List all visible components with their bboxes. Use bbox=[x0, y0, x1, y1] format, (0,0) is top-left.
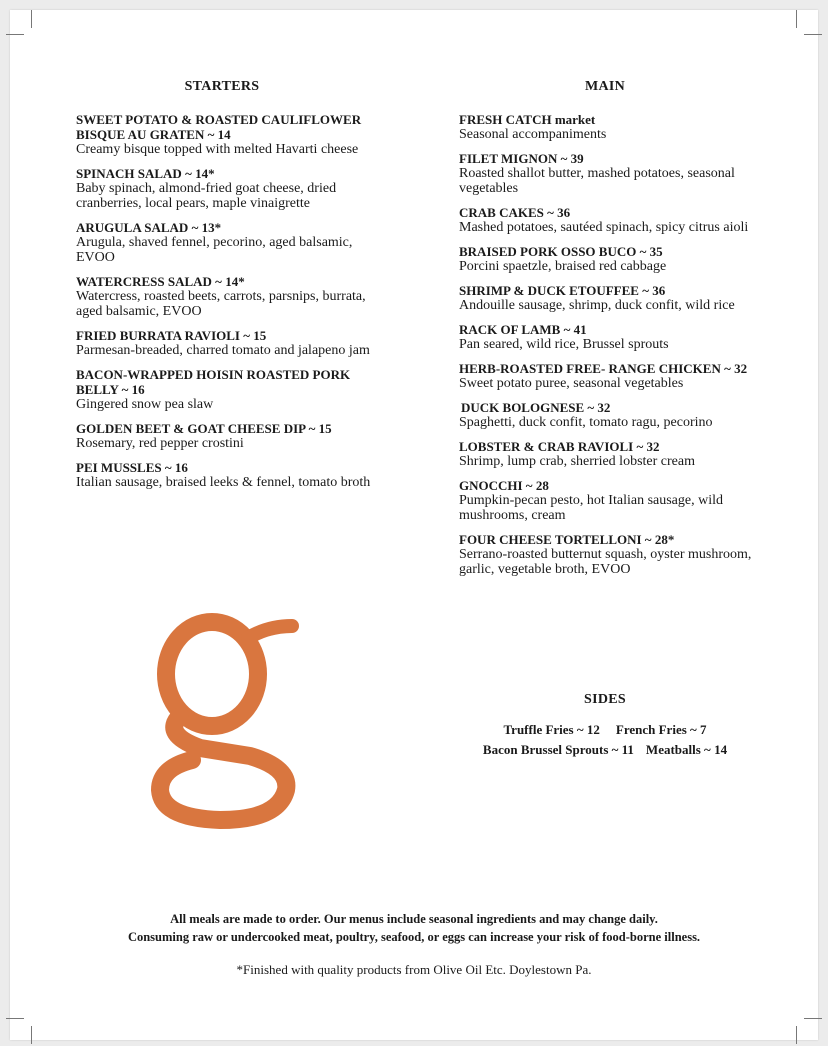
crop-mark bbox=[6, 34, 24, 35]
item-description: Shrimp, lump crab, sherried lobster cream bbox=[459, 454, 695, 469]
item-description: Arugula, shaved fennel, pecorino, aged balsamic, EVOO bbox=[76, 235, 353, 265]
list-item bbox=[76, 460, 376, 490]
side-item: French Fries ~ 7 bbox=[615, 722, 707, 737]
list-item bbox=[459, 478, 759, 523]
item-description: Roasted shallot butter, mashed potatoes, seasonal vegetables bbox=[459, 166, 735, 196]
item-title: SPINACH SALAD ~ 14* bbox=[76, 166, 215, 181]
item-description: Gingered snow pea slaw bbox=[76, 397, 214, 412]
crop-mark bbox=[804, 34, 822, 35]
footer-line: Consuming raw or undercooked meat, poultry, seafood, or eggs can increase your risk of food-borne illness. bbox=[127, 930, 701, 944]
sides-list bbox=[455, 720, 755, 760]
list-item bbox=[459, 400, 759, 430]
item-description: Serrano-roasted butternut squash, oyster mushroom, garlic, vegetable broth, EVOO bbox=[459, 547, 752, 577]
item-title: SWEET POTATO & ROASTED CAULIFLOWER BISQUE AU GRATEN ~ 14 bbox=[76, 112, 362, 142]
list-item bbox=[459, 532, 759, 577]
item-description: Creamy bisque topped with melted Havarti cheese bbox=[76, 142, 359, 157]
list-item bbox=[459, 112, 759, 142]
side-item: Bacon Brussel Sprouts ~ 11 bbox=[482, 742, 634, 757]
item-description: Mashed potatoes, sautéed spinach, spicy citrus aioli bbox=[459, 220, 749, 235]
list-item bbox=[76, 112, 376, 157]
item-title: PEI MUSSLES ~ 16 bbox=[76, 460, 188, 475]
item-description: Sweet potato puree, seasonal vegetables bbox=[459, 376, 684, 391]
item-title: RACK OF LAMB ~ 41 bbox=[459, 322, 587, 337]
list-item bbox=[76, 367, 376, 412]
sides-row bbox=[455, 720, 755, 740]
starters-list bbox=[76, 112, 376, 499]
list-item bbox=[459, 283, 759, 313]
list-item bbox=[76, 421, 376, 451]
item-title: LOBSTER & CRAB RAVIOLI ~ 32 bbox=[459, 439, 660, 454]
list-item bbox=[76, 166, 376, 211]
crop-mark bbox=[804, 1018, 822, 1019]
list-item bbox=[459, 205, 759, 235]
item-description: Andouille sausage, shrimp, duck confit, wild rice bbox=[459, 298, 735, 313]
item-title: SHRIMP & DUCK ETOUFFEE ~ 36 bbox=[459, 283, 666, 298]
item-description: Seasonal accompaniments bbox=[459, 127, 607, 142]
main-list bbox=[459, 112, 759, 586]
crop-mark bbox=[796, 10, 797, 28]
item-title: GNOCCHI ~ 28 bbox=[459, 478, 549, 493]
footer-note: *Finished with quality products from Olive Oil Etc. Doylestown Pa. bbox=[236, 962, 592, 977]
item-description: Watercress, roasted beets, carrots, parsnips, burrata, aged balsamic, EVOO bbox=[76, 289, 366, 319]
item-title: HERB-ROASTED FREE- RANGE CHICKEN ~ 32 bbox=[459, 361, 748, 376]
list-item bbox=[459, 439, 759, 469]
item-title: FILET MIGNON ~ 39 bbox=[459, 151, 584, 166]
item-description: Pan seared, wild rice, Brussel sprouts bbox=[459, 337, 669, 352]
item-title: FRESH CATCH market bbox=[459, 112, 596, 127]
item-title: BACON-WRAPPED HOISIN ROASTED PORK BELLY ~ 16 bbox=[76, 367, 351, 397]
list-item bbox=[76, 220, 376, 265]
item-description: Parmesan-breaded, charred tomato and jalapeno jam bbox=[76, 343, 370, 358]
side-item: Truffle Fries ~ 12 bbox=[503, 722, 600, 737]
item-description: Rosemary, red pepper crostini bbox=[76, 436, 244, 451]
list-item bbox=[76, 328, 376, 358]
list-item bbox=[459, 322, 759, 352]
item-title: GOLDEN BEET & GOAT CHEESE DIP ~ 15 bbox=[76, 421, 332, 436]
crop-mark bbox=[31, 10, 32, 28]
crop-mark bbox=[796, 1026, 797, 1044]
item-description: Pumpkin-pecan pesto, hot Italian sausage, wild mushrooms, cream bbox=[459, 493, 723, 523]
list-item bbox=[459, 361, 759, 391]
side-item: Meatballs ~ 14 bbox=[645, 742, 728, 757]
item-title: FOUR CHEESE TORTELLONI ~ 28* bbox=[459, 532, 675, 547]
item-title: DUCK BOLOGNESE ~ 32 bbox=[461, 400, 611, 415]
item-title: BRAISED PORK OSSO BUCO ~ 35 bbox=[459, 244, 663, 259]
main-heading: MAIN bbox=[584, 79, 626, 94]
list-item bbox=[459, 244, 759, 274]
logo-ear bbox=[248, 626, 292, 638]
sides-row bbox=[455, 740, 755, 760]
footer-line: All meals are made to order. Our menus include seasonal ingredients and may change daily. bbox=[170, 912, 658, 926]
crop-mark bbox=[6, 1018, 24, 1019]
starters-heading: STARTERS bbox=[184, 79, 260, 94]
item-description: Porcini spaetzle, braised red cabbage bbox=[459, 259, 667, 274]
restaurant-logo bbox=[140, 612, 310, 832]
crop-mark bbox=[31, 1026, 32, 1044]
footer bbox=[0, 910, 828, 978]
item-description: Spaghetti, duck confit, tomato ragu, pecorino bbox=[459, 415, 713, 430]
item-title: CRAB CAKES ~ 36 bbox=[459, 205, 571, 220]
item-title: WATERCRESS SALAD ~ 14* bbox=[76, 274, 245, 289]
item-title: ARUGULA SALAD ~ 13* bbox=[76, 220, 222, 235]
list-item bbox=[76, 274, 376, 319]
item-description: Baby spinach, almond-fried goat cheese, dried cranberries, local pears, maple vinaigrette bbox=[76, 181, 337, 211]
item-title: FRIED BURRATA RAVIOLI ~ 15 bbox=[76, 328, 267, 343]
list-item bbox=[459, 151, 759, 196]
item-description: Italian sausage, braised leeks & fennel, tomato broth bbox=[76, 475, 371, 490]
sides-heading: SIDES bbox=[584, 692, 626, 707]
